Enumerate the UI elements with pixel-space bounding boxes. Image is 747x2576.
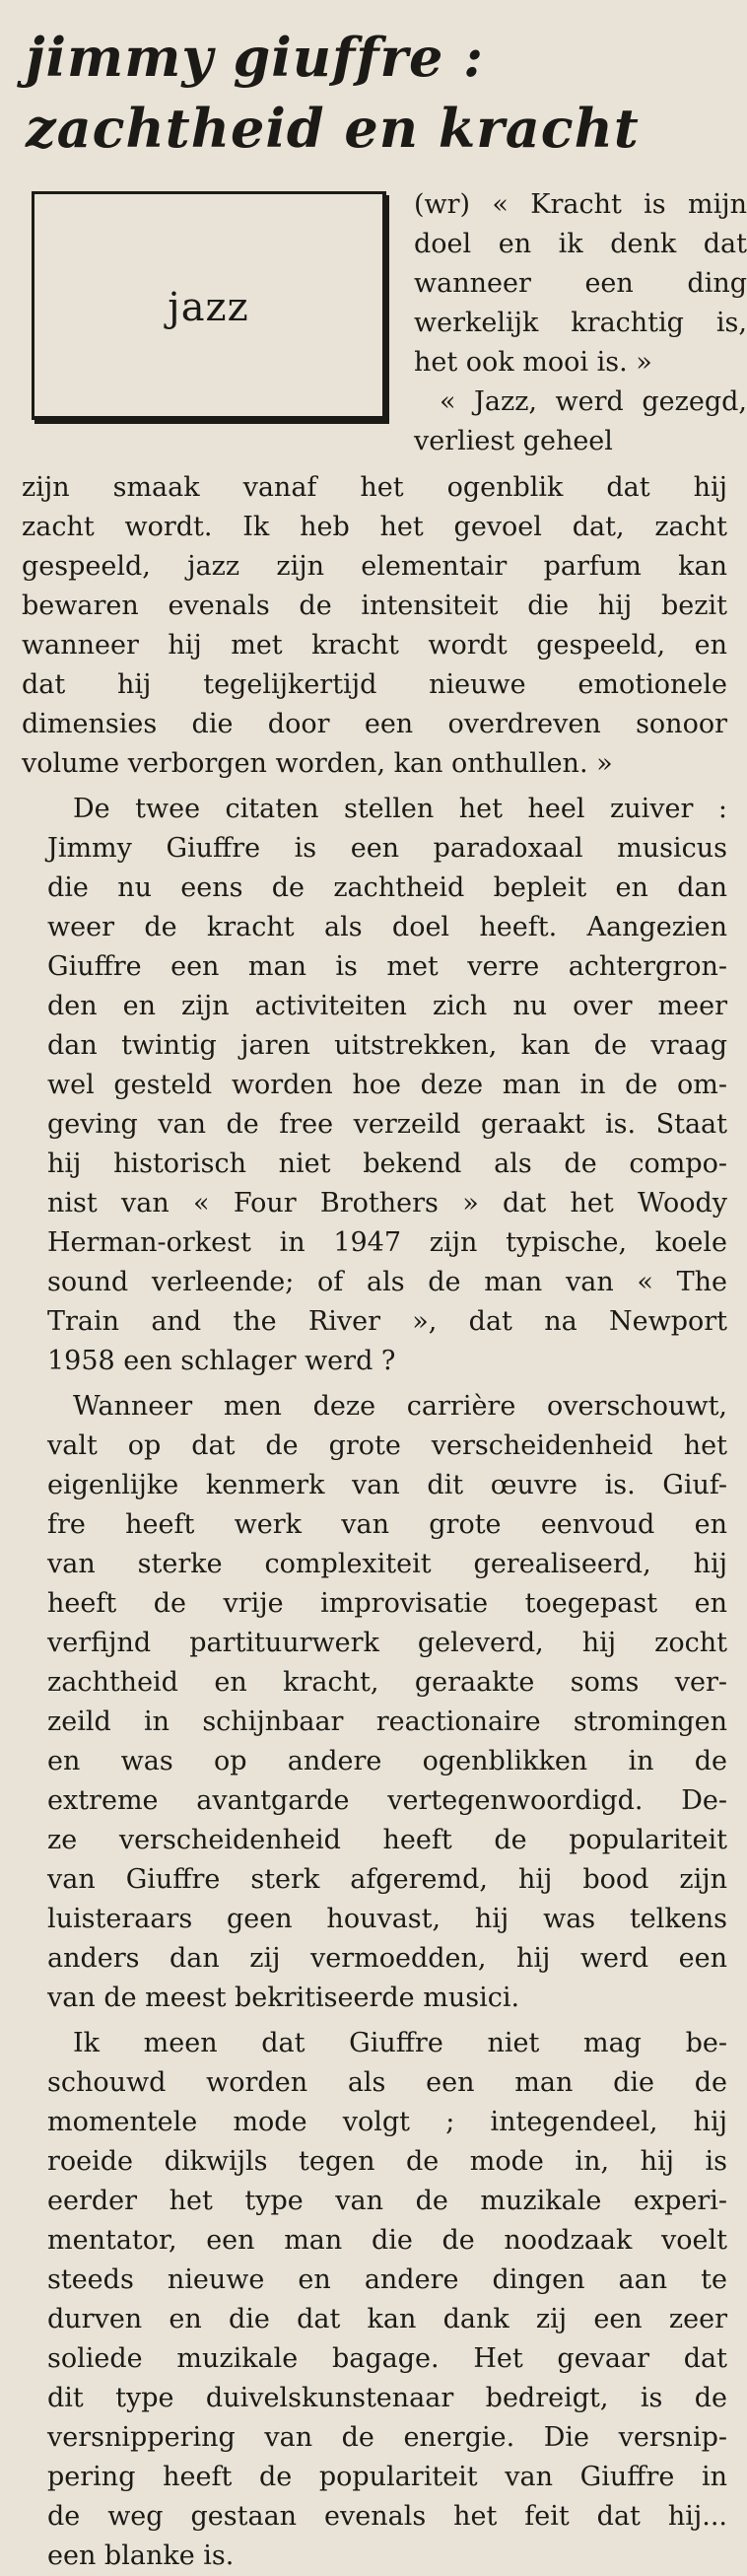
- headline: [26, 22, 727, 164]
- text-line: een blanke is.: [47, 2541, 235, 2571]
- text-line: zachtheid en kracht, geraakte soms ver-: [47, 1667, 727, 1698]
- text-line: gespeeld, jazz zijn elementair parfum kan: [22, 551, 727, 582]
- side-column: [414, 185, 747, 461]
- article-paragraph: [22, 2024, 727, 2576]
- text-line: dat hij tegelijkertijd nieuwe emotionele: [22, 669, 727, 700]
- text-line: durven en die dat kan dank zij een zeer: [47, 2304, 727, 2334]
- text-line: zacht wordt. Ik heb het gevoel dat, zacht: [22, 512, 727, 542]
- side-paragraph-1: (wr) « Kracht is mijn doel en ik denk dat wanneer een ding werkelijk krachtig is, het ook mooi is. »: [414, 189, 747, 378]
- text-line: heeft de vrije improvisatie toegepast en: [47, 1588, 727, 1619]
- text-line: van sterke complexiteit gerealiseerd, hij: [47, 1549, 727, 1579]
- text-line: ze verscheidenheid heeft de populariteit: [47, 1825, 727, 1855]
- text-line: mentator, een man die de noodzaak voelt: [47, 2225, 727, 2256]
- text-line: wanneer hij met kracht wordt gespeeld, en: [22, 630, 727, 661]
- kicker-label: jazz: [168, 284, 249, 330]
- headline-line-1: jimmy giuffre :: [26, 26, 485, 89]
- text-line: wel gesteld worden hoe deze man in de om-: [47, 1070, 727, 1100]
- text-line: den en zijn activiteiten zich nu over meer: [47, 991, 727, 1021]
- text-line: dimensies die door een overdreven sonoor: [22, 709, 727, 739]
- side-paragraph-2-text: « Jazz, werd gezegd, verliest geheel: [414, 386, 747, 456]
- text-line: luisteraars geen houvast, hij was telkens: [47, 1904, 727, 1934]
- text-line: van Giuffre sterk afgeremd, hij bood zijn: [47, 1864, 727, 1895]
- text-line: Herman-orkest in 1947 zijn typische, koele: [47, 1227, 727, 1258]
- text-line: zijn smaak vanaf het ogenblik dat hij: [22, 472, 727, 503]
- lede-section: [22, 185, 747, 476]
- text-line: Train and the River », dat na Newport: [47, 1306, 727, 1337]
- text-line: geving van de free verzeild geraakt is. Staat: [47, 1109, 727, 1140]
- text-line: steeds nieuwe en andere dingen aan te: [47, 2264, 727, 2295]
- text-line: eerder het type van de muzikale experi-: [47, 2186, 727, 2216]
- article-paragraph: [22, 1387, 727, 2018]
- text-line: momentele mode volgt ; integendeel, hij: [47, 2107, 727, 2137]
- article-paragraph: [22, 790, 727, 1381]
- article-paragraph: [22, 468, 727, 784]
- text-line: versnippering van de energie. Die versnip-: [47, 2422, 727, 2453]
- text-line: extreme avantgarde vertegenwoordigd. De-: [47, 1785, 727, 1816]
- text-line: nist van « Four Brothers » dat het Woody: [47, 1188, 727, 1218]
- text-line: anders dan zij vermoedden, hij werd een: [47, 1943, 727, 1974]
- article-body: [22, 468, 727, 2576]
- text-line: de weg gestaan evenals het feit dat hij...: [47, 2501, 727, 2532]
- text-line: bewaren evenals de intensiteit die hij bezit: [22, 591, 727, 621]
- jazz-kicker-box: [32, 191, 386, 420]
- text-line: zeild in schijnbaar reactionaire stromingen: [47, 1706, 727, 1737]
- text-line: dit type duivelskunstenaar bedreigt, is de: [47, 2383, 727, 2413]
- text-line: Wanneer men deze carrière overschouwt,: [73, 1391, 727, 1422]
- text-line: sound verleende; of als de man van « The: [47, 1267, 727, 1297]
- text-line: 1958 een schlager werd ?: [47, 1346, 396, 1376]
- text-line: volume verborgen worden, kan onthullen. »: [22, 748, 613, 779]
- text-line: en was op andere ogenblikken in de: [47, 1746, 727, 1776]
- text-line: fre heeft werk van grote eenvoud en: [47, 1509, 727, 1540]
- text-line: Giuffre een man is met verre achtergron-: [47, 951, 727, 982]
- text-line: Jimmy Giuffre is een paradoxaal musicus: [47, 833, 727, 864]
- text-line: soliede muzikale bagage. Het gevaar dat: [47, 2343, 727, 2374]
- text-line: eigenlijke kenmerk van dit œuvre is. Giuf-: [47, 1470, 727, 1500]
- text-line: die nu eens de zachtheid bepleit en dan: [47, 872, 727, 903]
- text-line: De twee citaten stellen het heel zuiver :: [73, 794, 727, 824]
- headline-line-2: zachtheid en kracht: [26, 97, 640, 160]
- text-line: dan twintig jaren uitstrekken, kan de vraag: [47, 1030, 727, 1061]
- text-line: Ik meen dat Giuffre niet mag be-: [73, 2028, 727, 2058]
- text-line: schouwd worden als een man die de: [47, 2067, 727, 2098]
- text-line: van de meest bekritiseerde musici.: [47, 1983, 520, 2013]
- text-line: roeide dikwijls tegen de mode in, hij is: [47, 2146, 727, 2177]
- text-line: weer de kracht als doel heeft. Aangezien: [47, 912, 727, 942]
- text-line: verfijnd partituurwerk geleverd, hij zocht: [47, 1628, 727, 1658]
- text-line: valt op dat de grote verscheidenheid het: [47, 1430, 727, 1461]
- text-line: pering heeft de populariteit van Giuffre in: [47, 2462, 727, 2492]
- text-line: hij historisch niet bekend als de compo-: [47, 1149, 727, 1179]
- side-paragraph-2: [414, 383, 747, 461]
